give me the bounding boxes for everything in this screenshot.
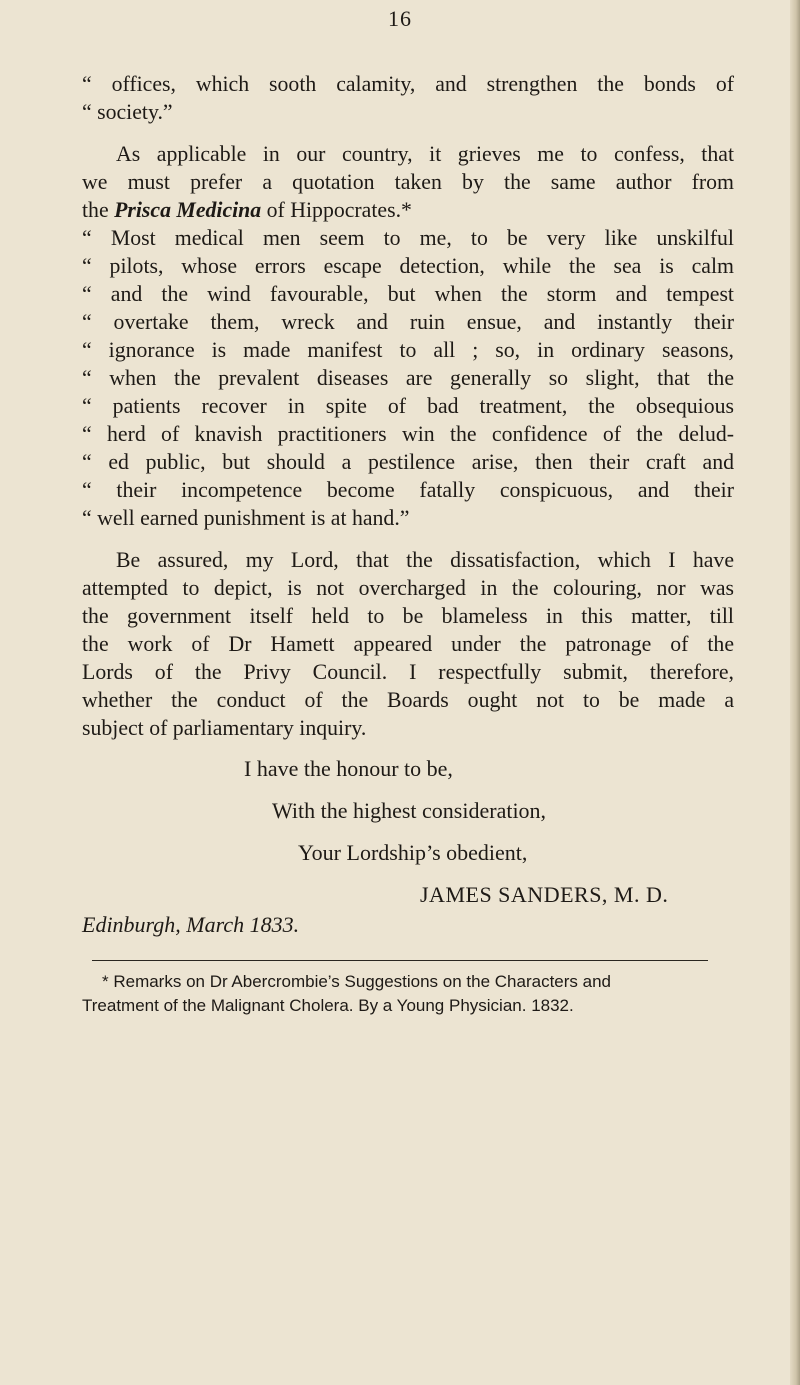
quote-line: “ patients recover in spite of bad treatment, the obsequious: [82, 394, 734, 418]
closing-line: With the highest consideration,: [272, 798, 547, 823]
text-line: [82, 196, 734, 224]
quote-line: “ their incompetence become fatally conspicuous, and their: [82, 478, 734, 502]
quote-line: “ ed public, but should a pestilence arise, then their craft and: [82, 450, 734, 474]
closing-line: I have the honour to be,: [244, 756, 453, 781]
quote-line: “ and the wind favourable, but when the storm and tempest: [82, 282, 734, 306]
footnote-line: * Remarks on Dr Abercrombie’s Suggestions on the Characters and: [102, 972, 611, 991]
text-fragment: the: [82, 198, 115, 222]
text-line: the government itself held to be blameless in this matter, till: [82, 604, 734, 628]
text-fragment: of Hippocrates.*: [261, 198, 412, 222]
quote-line: “ pilots, whose errors escape detection, while the sea is calm: [82, 254, 734, 278]
place-date: Edinburgh, March 1833.: [82, 912, 300, 937]
text-line: we must prefer a quotation taken by the same author from: [82, 170, 734, 194]
text-line: subject of parliamentary inquiry.: [82, 716, 367, 740]
footnote-line: Treatment of the Malignant Cholera. By a Young Physician. 1832.: [82, 996, 574, 1015]
signature: JAMES SANDERS, M. D.: [420, 882, 669, 907]
footnote-rule: [92, 960, 708, 961]
text-line: “ society.”: [82, 100, 173, 124]
closing-line: Your Lordship’s obedient,: [298, 840, 528, 865]
book-title: Prisca Medicina: [114, 198, 262, 222]
text-line: Be assured, my Lord, that the dissatisfaction, which I have: [116, 548, 734, 572]
quote-line: “ well earned punishment is at hand.”: [82, 506, 410, 530]
quote-line: “ herd of knavish practitioners win the confidence of the delud-: [82, 422, 734, 446]
text-line: “ offices, which sooth calamity, and strengthen the bonds of: [82, 72, 734, 96]
quote-line: “ overtake them, wreck and ruin ensue, and instantly their: [82, 310, 734, 334]
text-line: whether the conduct of the Boards ought not to be made a: [82, 688, 734, 712]
page-number: 16: [388, 6, 412, 31]
text-line: the work of Dr Hamett appeared under the patronage of the: [82, 632, 734, 656]
page-edge: [790, 0, 800, 1385]
text-line: attempted to depict, is not overcharged in the colouring, nor was: [82, 576, 734, 600]
text-line: As applicable in our country, it grieves me to confess, that: [116, 142, 734, 166]
text-line: Lords of the Privy Council. I respectfully submit, therefore,: [82, 660, 734, 684]
quote-line: “ when the prevalent diseases are generally so slight, that the: [82, 366, 734, 390]
quote-line: “ Most medical men seem to me, to be very like unskilful: [82, 226, 734, 250]
quote-line: “ ignorance is made manifest to all ; so, in ordinary seasons,: [82, 338, 734, 362]
